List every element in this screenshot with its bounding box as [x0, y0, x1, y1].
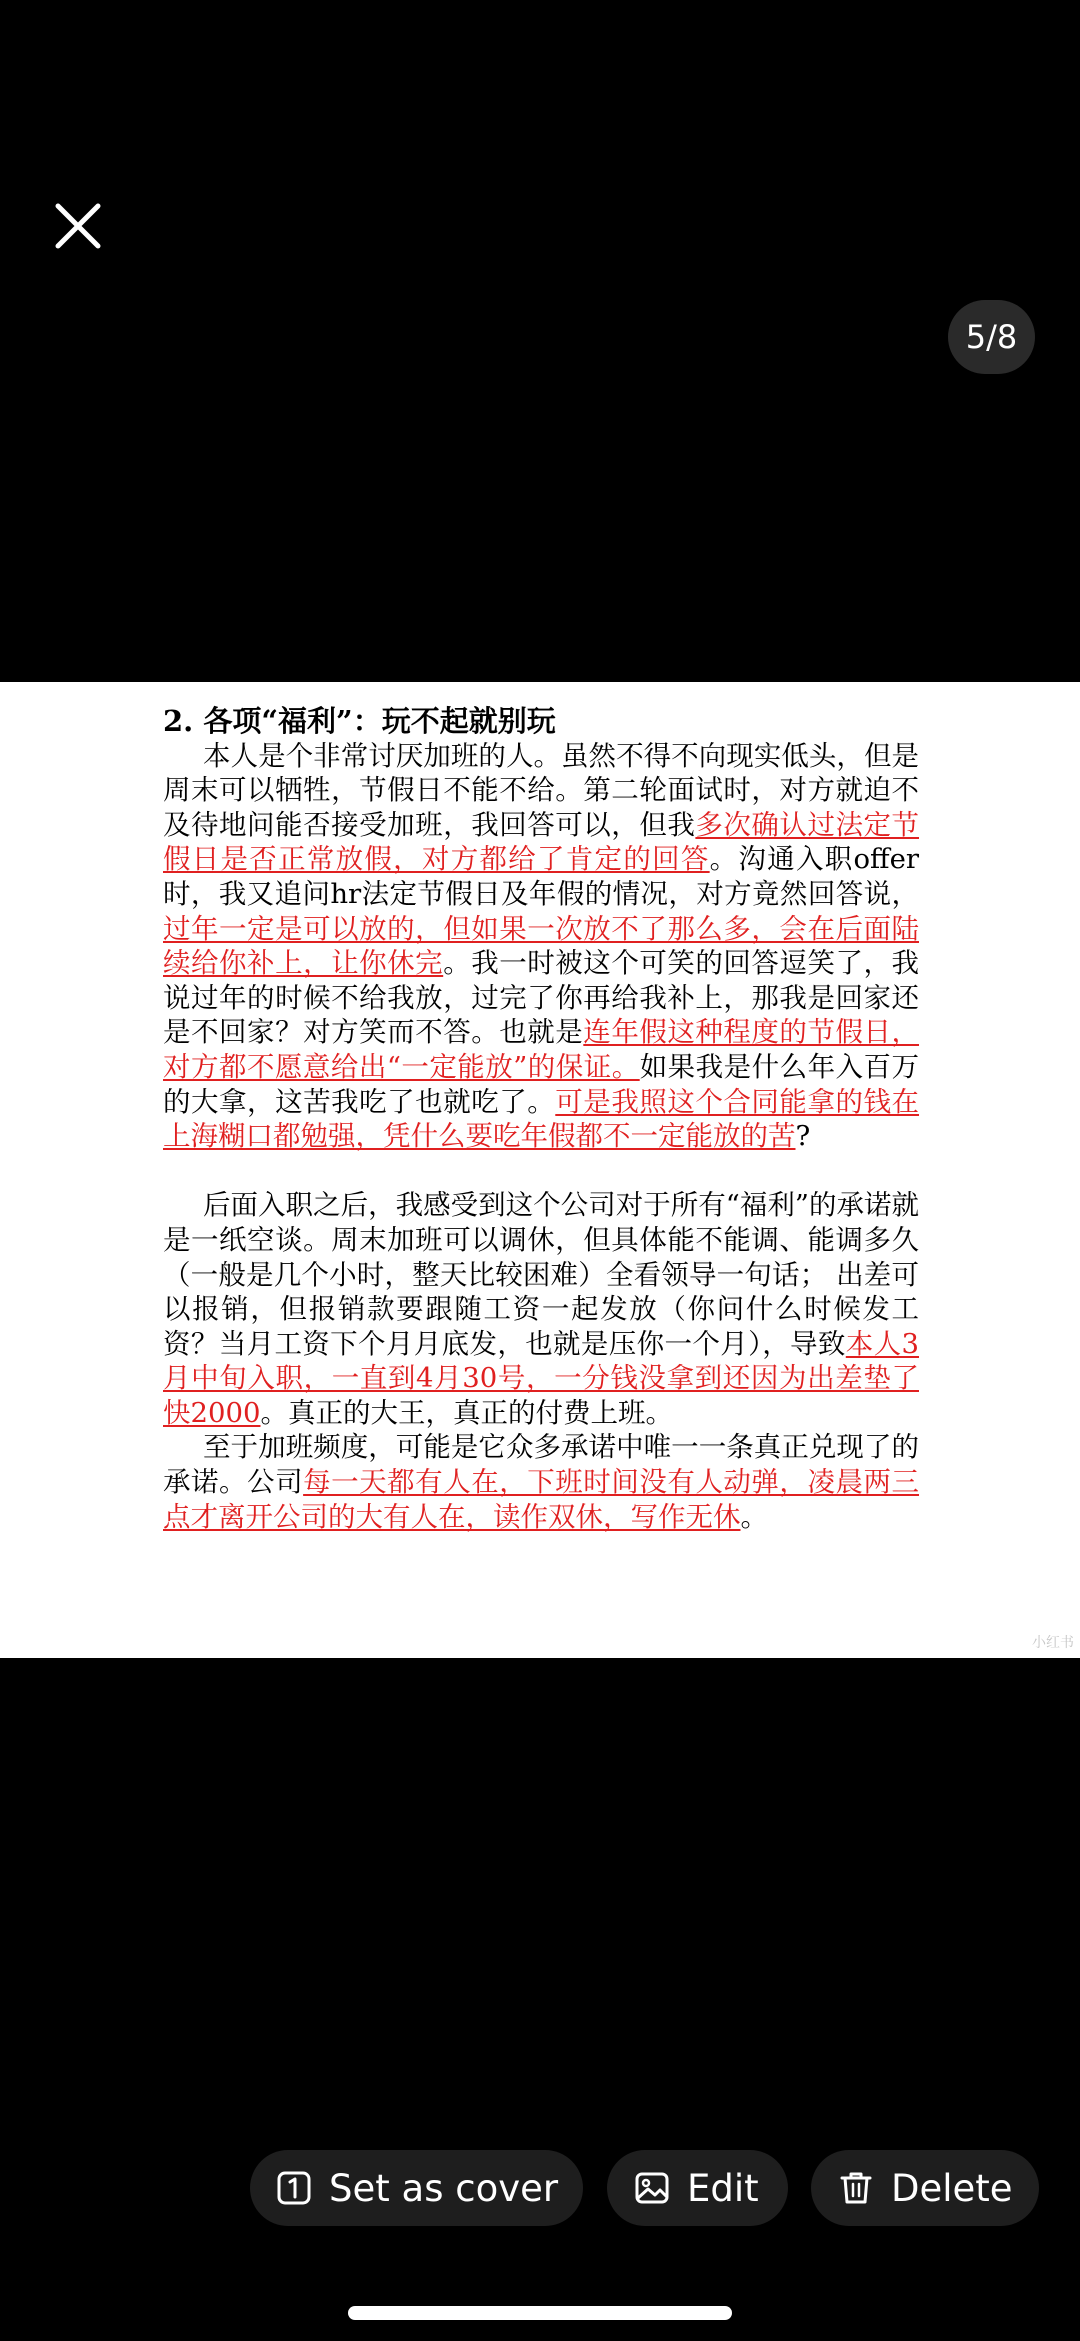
home-indicator[interactable] [348, 2306, 732, 2320]
document-text [163, 704, 919, 1534]
body-text: 后面入职之后，我感受到这个公司对于所有“福利”的承诺就是一纸空谈。周末加班可以调休，但具体能不能调、能调多久（一般是几个小时，整天比较困难）全看领导一句话； 出差可以报销，但报销款要跟随工资一起发放（你问什么时候发工资？当月工资下个月月底发，也就是压你一个月），导致 [163, 1189, 919, 1360]
paragraph-gap [163, 1154, 919, 1189]
trash-icon [837, 2169, 875, 2207]
body-text: 至于加班频度，可能是它众多承诺中唯一一条真正兑现了的承诺。公司 [163, 1431, 919, 1499]
action-bar [0, 2150, 1080, 2226]
close-icon [48, 196, 108, 256]
highlighted-text: 连年假这种程度的节假日，对方都不愿意给出“一定能放”的保证。 [163, 1016, 920, 1083]
delete-button[interactable] [811, 2150, 1039, 2226]
body-text: ? [795, 1120, 811, 1153]
close-button[interactable] [48, 196, 108, 256]
highlighted-text: 本人3月中旬入职，一直到4月30号，一分钱没拿到还因为出差垫了快2000 [163, 1327, 919, 1429]
image-icon [633, 2169, 671, 2207]
watermark-logo: 小红书 [1032, 1635, 1074, 1651]
document-heading: 2. 各项“福利”：玩不起就别玩 [163, 704, 556, 738]
paragraph-1 [163, 739, 919, 1154]
paragraph-2 [163, 1188, 919, 1430]
delete-label: Delete [891, 2166, 1013, 2210]
highlighted-text: 过年一定是可以放的，但如果一次放不了那么多，会在后面陆续给你补上，让你休完 [163, 912, 919, 980]
set-as-cover-button[interactable] [250, 2150, 583, 2226]
body-text: 本人是个非常讨厌加班的人。虽然不得不向现实低头，但是周末可以牺牲，节假日不能不给。第二轮面试时，对方就迫不及待地问能否接受加班，我回答可以，但我 [163, 739, 919, 841]
body-text: 。 [740, 1500, 768, 1533]
paragraph-3 [163, 1430, 919, 1534]
document-image [0, 682, 1080, 1658]
cover-icon [275, 2169, 313, 2207]
highlighted-text: 可是我照这个合同能拿的钱在上海糊口都勉强，凭什么要吃年假都不一定能放的苦 [163, 1085, 920, 1153]
edit-button[interactable] [607, 2150, 788, 2226]
page-indicator: 5/8 [948, 300, 1035, 374]
highlighted-text: 每一天都有人在，下班时间没有人动弹，凌晨两三点才离开公司的大有人在，读作双休，写作无休 [163, 1466, 920, 1533]
set-as-cover-label: Set as cover [329, 2166, 559, 2210]
highlighted-text: 多次确认过法定节假日是否正常放假，对方都给了肯定的回答 [163, 808, 920, 876]
edit-label: Edit [687, 2166, 759, 2210]
body-text: 。我一时被这个可笑的回答逗笑了，我说过年的时候不给我放，过完了你再给我补上，那我是回家还是不回家？对方笑而不答。也就是 [163, 947, 920, 1049]
body-text: 。真正的大王，真正的付费上班。 [260, 1396, 673, 1429]
body-text: 。沟通入职offer时，我又追问hr法定节假日及年假的情况，对方竟然回答说， [163, 843, 920, 910]
body-text: 如果我是什么年入百万的大拿，这苦我吃了也就吃了。 [163, 1050, 919, 1118]
